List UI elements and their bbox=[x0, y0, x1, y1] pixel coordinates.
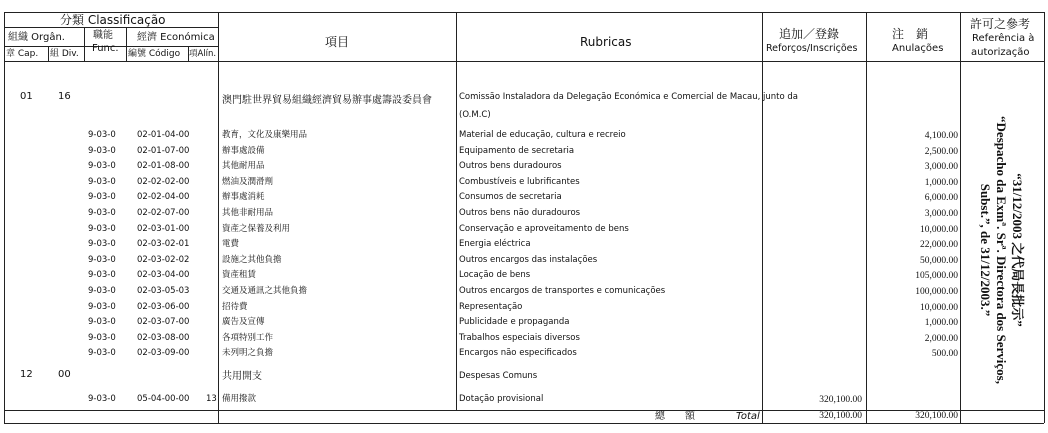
row-anulacao: 10,000.00 bbox=[920, 303, 958, 313]
table-left-border bbox=[4, 12, 5, 423]
func-economica-divider bbox=[126, 27, 127, 62]
row-func: 9-03-0 bbox=[88, 161, 116, 171]
section2-cap: 12 bbox=[20, 369, 33, 380]
header-func: Func. bbox=[92, 43, 119, 54]
item-rubricas-divider bbox=[456, 12, 457, 411]
row-anulacao: 22,000.00 bbox=[920, 240, 958, 250]
provisional-reforco: 320,100.00 bbox=[819, 395, 862, 405]
cap-div-divider bbox=[48, 46, 49, 62]
authorization-line-2: “Despacho da Exmª. Srª. Directora dos Serviços, bbox=[994, 116, 1009, 384]
row-item-zh: 燃油及潤滑劑 bbox=[222, 177, 274, 187]
row-func: 9-03-0 bbox=[88, 224, 116, 234]
header-bottom-border bbox=[4, 61, 1044, 62]
provisional-codigo: 05-04-00-00 bbox=[137, 394, 190, 404]
row-anulacao: 6,000.00 bbox=[924, 193, 958, 203]
total-reforcos: 320,100.00 bbox=[819, 411, 862, 421]
header-cap: 章 Cap. bbox=[6, 49, 39, 59]
row-codigo: 02-03-09-00 bbox=[137, 348, 190, 358]
row-codigo: 02-01-08-00 bbox=[137, 161, 190, 171]
header-reforcos: Reforços/Inscrições bbox=[766, 43, 858, 54]
row-item-zh: 各項特別工作 bbox=[222, 333, 274, 343]
section1-rubrica-1: Comissão Instaladora da Delegação Económica e Comercial de Macau, junto da bbox=[459, 92, 799, 102]
table-right-border bbox=[1044, 12, 1045, 423]
row-codigo: 02-03-06-00 bbox=[137, 302, 190, 312]
row-codigo: 02-03-01-00 bbox=[137, 224, 190, 234]
provisional-func: 9-03-0 bbox=[88, 394, 116, 404]
classificacao-divider bbox=[4, 27, 218, 28]
row-func: 9-03-0 bbox=[88, 286, 116, 296]
row-rubrica: Trabalhos especiais diversos bbox=[459, 333, 580, 343]
row-func: 9-03-0 bbox=[88, 348, 116, 358]
rubricas-reforcos-divider bbox=[762, 12, 763, 423]
row-anulacao: 3,000.00 bbox=[924, 209, 958, 219]
row-rubrica: Combustíveis e lubrificantes bbox=[459, 177, 580, 187]
row-item-zh: 未列明之負擔 bbox=[222, 348, 274, 358]
header-economica: 經濟 Económica bbox=[137, 32, 215, 43]
row-codigo: 02-02-07-00 bbox=[137, 208, 190, 218]
row-codigo: 02-03-08-00 bbox=[137, 333, 190, 343]
row-rubrica: Energia eléctrica bbox=[459, 239, 531, 249]
section2-div: 00 bbox=[58, 369, 71, 380]
row-func: 9-03-0 bbox=[88, 333, 116, 343]
row-item-zh: 招待費 bbox=[222, 302, 248, 312]
row-func: 9-03-0 bbox=[88, 255, 116, 265]
row-item-zh: 設施之其他負擔 bbox=[222, 255, 282, 265]
row-func: 9-03-0 bbox=[88, 270, 116, 280]
row-rubrica: Outros encargos das instalações bbox=[459, 255, 598, 265]
header-organica: 組織 Orgân. bbox=[8, 32, 65, 43]
row-func: 9-03-0 bbox=[88, 130, 116, 140]
row-item-zh: 教育，文化及康樂用品 bbox=[222, 130, 308, 140]
row-codigo: 02-03-07-00 bbox=[137, 317, 190, 327]
row-codigo: 02-03-02-01 bbox=[137, 239, 190, 249]
row-codigo: 02-03-05-03 bbox=[137, 286, 190, 296]
row-rubrica: Outros bens não duradouros bbox=[459, 208, 581, 218]
row-anulacao: 3,000.00 bbox=[924, 162, 958, 172]
header-reforcos-zh: 追加／登錄 bbox=[779, 27, 840, 41]
row-rubrica: Representação bbox=[459, 302, 523, 312]
row-rubrica: Encargos não especificados bbox=[459, 348, 577, 358]
row-anulacao: 50,000.00 bbox=[920, 256, 958, 266]
row-item-zh: 辦事處設備 bbox=[222, 146, 265, 156]
header-referencia-zh: 許可之參考 bbox=[970, 17, 1031, 31]
row-anulacao: 105,000.00 bbox=[915, 271, 958, 281]
header-classificacao: 分類 Classificação bbox=[60, 13, 166, 27]
row-func: 9-03-0 bbox=[88, 317, 116, 327]
row-rubrica: Equipamento de secretaria bbox=[459, 146, 575, 156]
section2-rubrica: Despesas Comuns bbox=[459, 371, 538, 381]
row-anulacao: 500.00 bbox=[931, 349, 958, 359]
row-rubrica: Consumos de secretaria bbox=[459, 192, 562, 202]
row-func: 9-03-0 bbox=[88, 302, 116, 312]
row-item-zh: 辦事處消耗 bbox=[222, 192, 265, 202]
header-codigo: 編號 Código bbox=[128, 49, 181, 59]
row-codigo: 02-02-04-00 bbox=[137, 192, 190, 202]
header-div: 組 Div. bbox=[50, 49, 79, 59]
row-item-zh: 廣告及宣傳 bbox=[222, 317, 265, 327]
row-codigo: 02-03-02-02 bbox=[137, 255, 190, 265]
provisional-rubrica: Dotação provisional bbox=[459, 394, 544, 404]
section1-cap: 01 bbox=[20, 91, 33, 102]
organica-func-divider bbox=[84, 27, 85, 62]
total-label-pt: Total bbox=[736, 411, 760, 422]
total-anulacoes: 320,100.00 bbox=[915, 411, 958, 421]
provisional-item-zh: 備用撥款 bbox=[222, 394, 257, 404]
row-rubrica: Material de educação, cultura e recreio bbox=[459, 130, 626, 140]
row-anulacao: 2,000.00 bbox=[924, 334, 958, 344]
authorization-reference bbox=[958, 90, 1044, 410]
row-codigo: 02-01-07-00 bbox=[137, 146, 190, 156]
header-funcional: 職能 bbox=[93, 30, 113, 41]
header-referencia-1: Referência à bbox=[972, 33, 1035, 44]
section1-div: 16 bbox=[58, 91, 71, 102]
classificacao-item-divider bbox=[218, 12, 219, 423]
row-anulacao: 1,000.00 bbox=[924, 318, 958, 328]
row-item-zh: 電費 bbox=[222, 239, 240, 249]
row-item-zh: 其他耐用品 bbox=[222, 161, 265, 171]
row-item-zh: 資產租賃 bbox=[222, 270, 257, 280]
header-item-zh: 項目 bbox=[325, 35, 350, 49]
header-anulacoes-zh: 注 銷 bbox=[892, 27, 929, 41]
header-referencia-2: autorização bbox=[971, 47, 1030, 58]
row-codigo: 02-03-04-00 bbox=[137, 270, 190, 280]
row-item-zh: 資產之保養及利用 bbox=[222, 224, 291, 234]
header-anulacoes: Anulações bbox=[892, 43, 944, 54]
table-bottom-border bbox=[4, 423, 1044, 424]
row-codigo: 02-01-04-00 bbox=[137, 130, 190, 140]
total-top-border bbox=[4, 410, 1044, 411]
total-label-zh: 總 額 bbox=[655, 411, 695, 422]
header-rubricas: Rubricas bbox=[580, 35, 632, 49]
row-rubrica: Conservação e aproveitamento de bens bbox=[459, 224, 629, 234]
row-item-zh: 交通及通訊之其他負擔 bbox=[222, 286, 308, 296]
row-rubrica: Outros encargos de transportes e comunicações bbox=[459, 286, 666, 296]
row-func: 9-03-0 bbox=[88, 208, 116, 218]
section1-rubrica-2: (O.M.C) bbox=[459, 110, 491, 120]
section1-item-zh: 澳門駐世界貿易組織經濟貿易辦事處籌設委員會 bbox=[222, 95, 432, 106]
row-func: 9-03-0 bbox=[88, 177, 116, 187]
row-anulacao: 2,500.00 bbox=[924, 147, 958, 157]
row-anulacao: 10,000.00 bbox=[920, 225, 958, 235]
authorization-line-1: “31/12/2003 之代局長批示” bbox=[1010, 173, 1025, 327]
authorization-line-3: Subst.”, de 31/12/2003.” bbox=[978, 183, 993, 317]
provisional-alin: 13 bbox=[206, 394, 217, 404]
row-anulacao: 4,100.00 bbox=[924, 131, 958, 141]
row-func: 9-03-0 bbox=[88, 192, 116, 202]
row-rubrica: Outros bens duradouros bbox=[459, 161, 562, 171]
row-anulacao: 100,000.00 bbox=[915, 287, 958, 297]
row-func: 9-03-0 bbox=[88, 146, 116, 156]
row-anulacao: 1,000.00 bbox=[924, 178, 958, 188]
row-rubrica: Locação de bens bbox=[459, 270, 531, 280]
row-item-zh: 其他非耐用品 bbox=[222, 208, 274, 218]
section2-item-zh: 共用開支 bbox=[222, 371, 262, 382]
header-alin: 項Alín. bbox=[189, 49, 217, 59]
row-func: 9-03-0 bbox=[88, 239, 116, 249]
row-codigo: 02-02-02-00 bbox=[137, 177, 190, 187]
row-rubrica: Publicidade e propaganda bbox=[459, 317, 570, 327]
